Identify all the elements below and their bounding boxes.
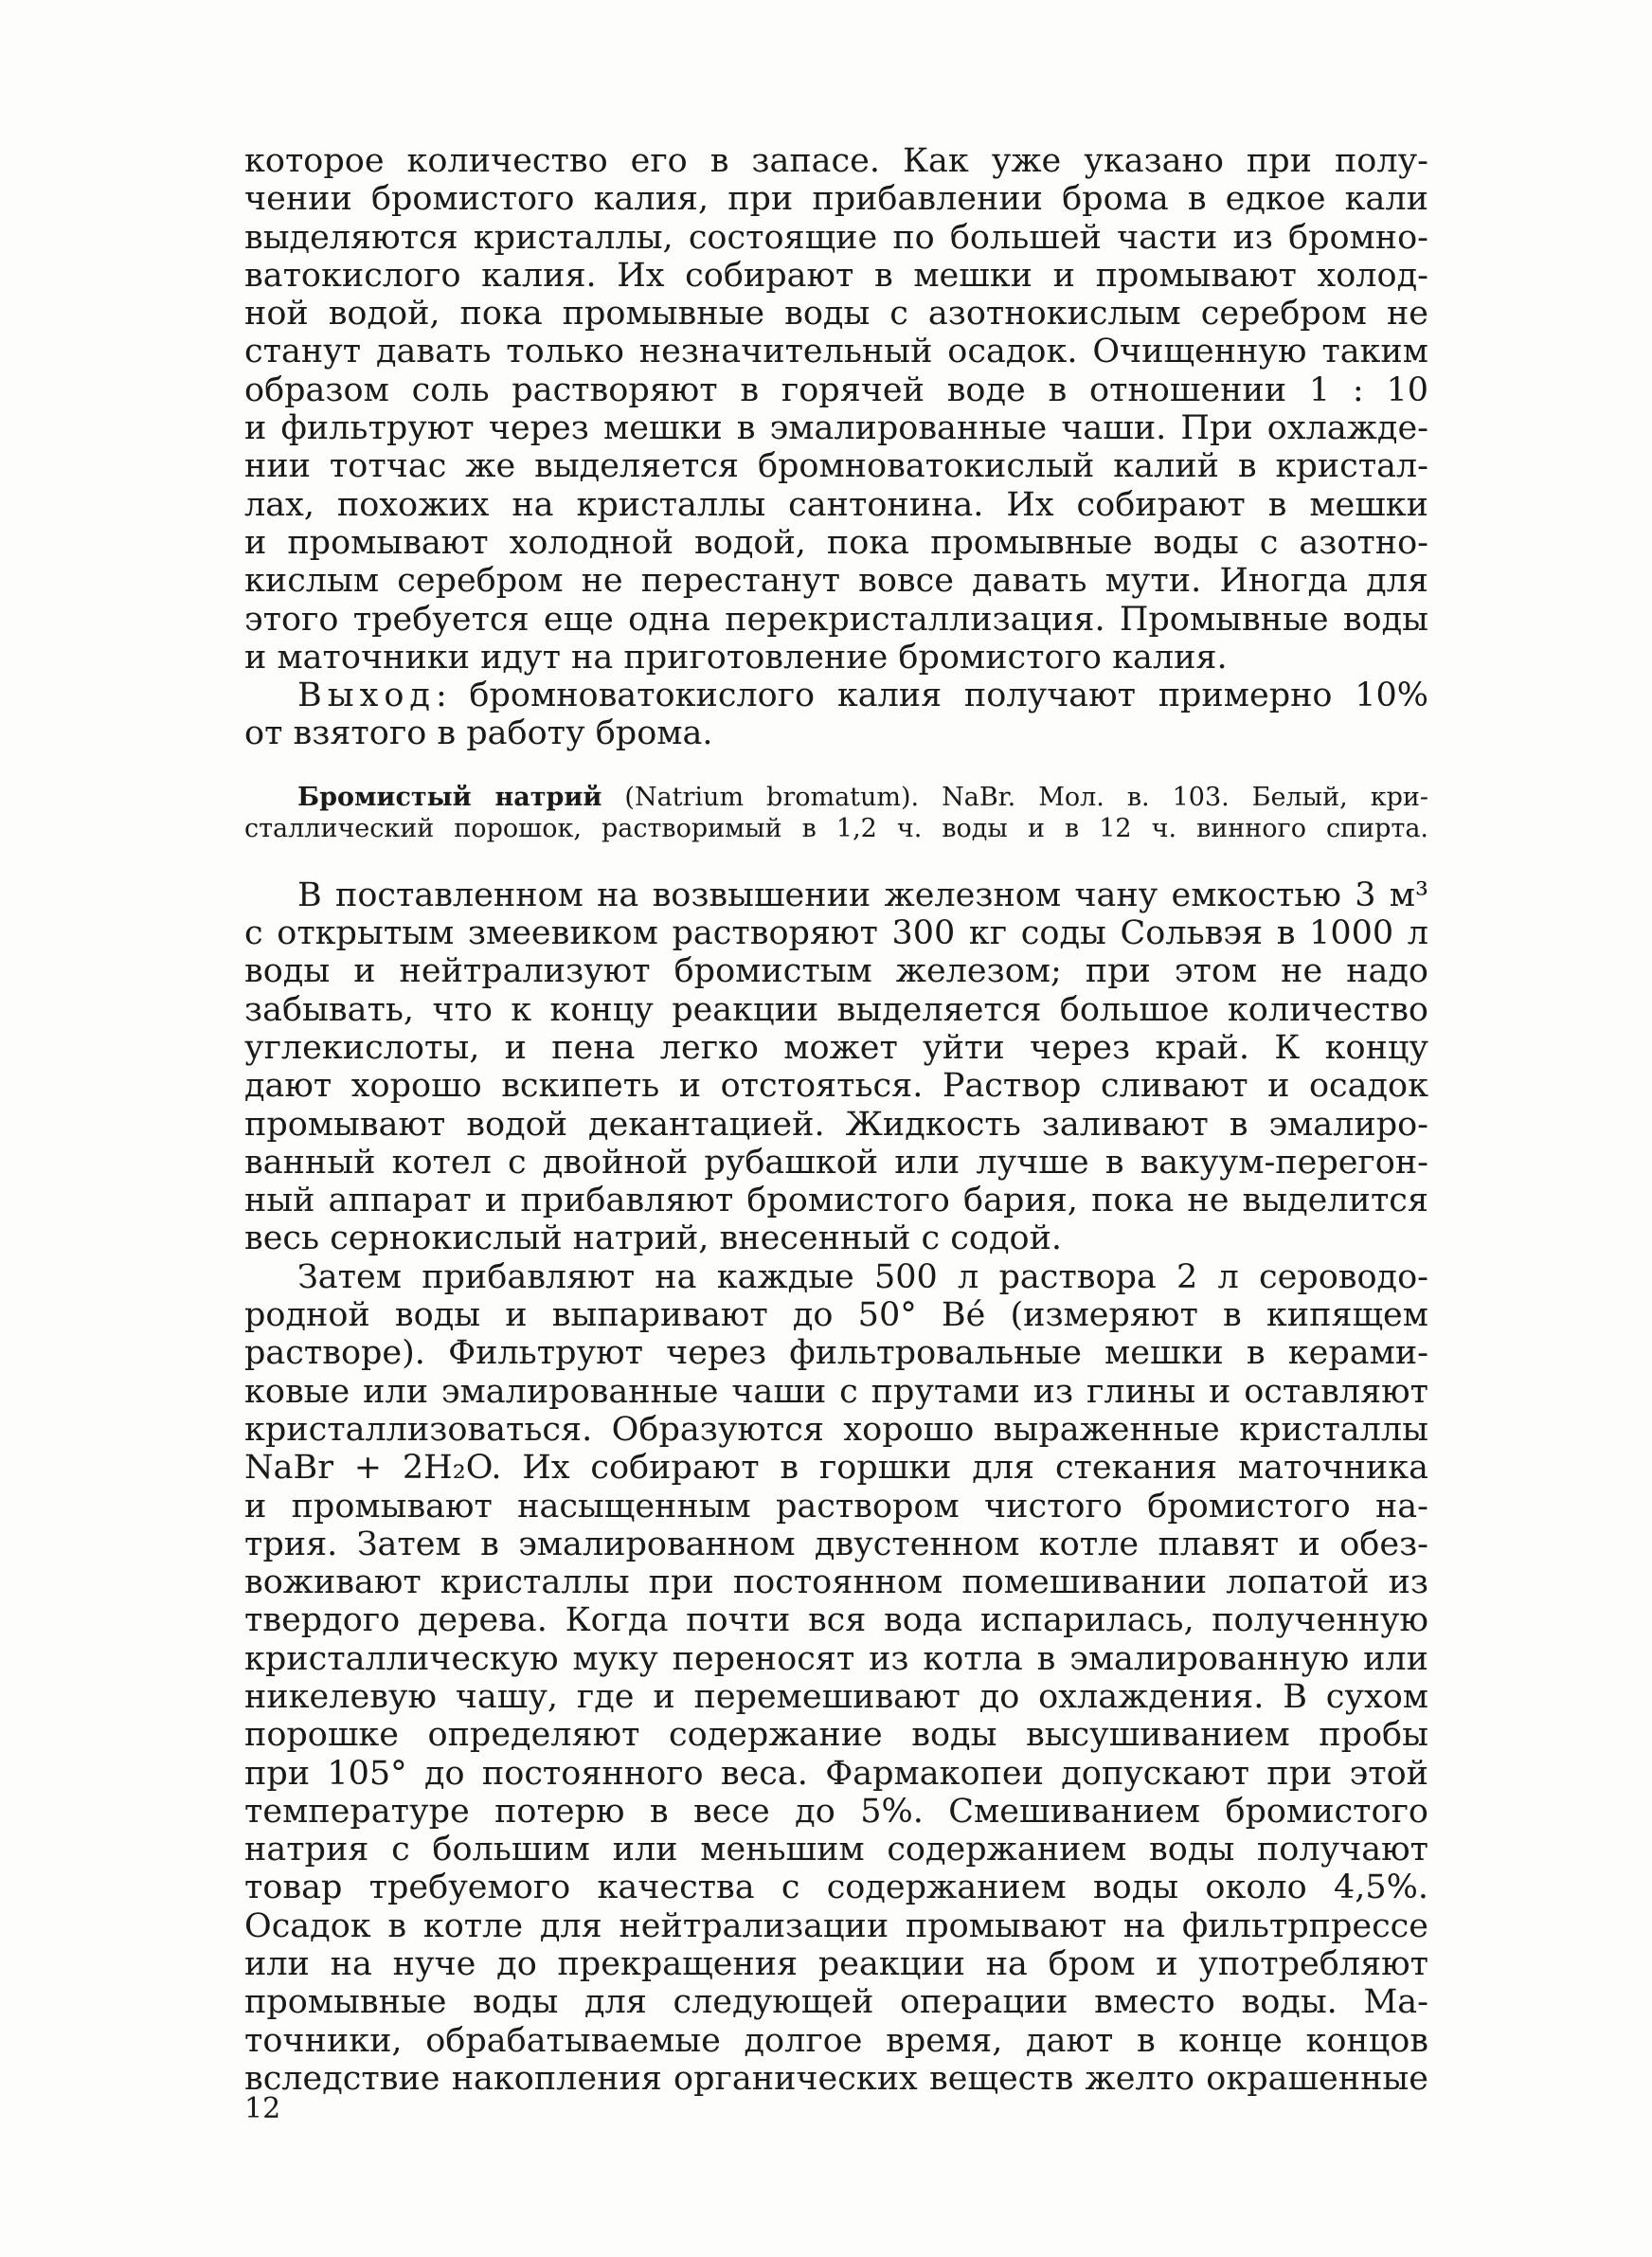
text-line: выделяются кристаллы, состоящие по большей части из бромно-: [244, 218, 1428, 257]
text-line: Затем прибавляют на каждые 500 л раствора 2 л сероводо-: [297, 1257, 1428, 1296]
text-line: и маточники идут на приготовление бромистого калия.: [244, 638, 1228, 677]
text-line: чении бромистого калия, при прибавлении брома в едкое кали: [244, 180, 1428, 219]
spacer: [244, 844, 1428, 876]
yield-paragraph: [244, 677, 1428, 753]
text-line: кислым серебром не перестанут вовсе давать мути. Иногда для: [244, 562, 1428, 601]
text-line: которое количество его в запасе. Как уже указано при полу-: [244, 142, 1428, 180]
text-line: промывают водой декантацией. Жидкость заливают в эмалиро-: [244, 1105, 1428, 1144]
text-line: воживают кристаллы при постоянном помешивании лопатой из: [244, 1563, 1428, 1602]
text-line: ковые или эмалированные чаши с прутами из глины и оставляют: [244, 1372, 1428, 1411]
heading-line: сталлический порошок, растворимый в 1,2 ч. воды и в 12 ч. винного спирта.: [244, 813, 1428, 843]
text-line: родной воды и выпаривают до 50° Bé (измеряют в кипящем: [244, 1296, 1428, 1335]
text-line: товар требуемого качества с содержанием воды около 4,5%.: [244, 1869, 1428, 1907]
text-line: ный аппарат и прибавляют бромистого бария, пока не выделится: [244, 1182, 1428, 1220]
text-line: и промывают холодной водой, пока промывные воды с азотно-: [244, 523, 1428, 562]
text-column: [244, 142, 1428, 2098]
text-line: и фильтруют через мешки в эмалированные чаши. При охлажде-: [244, 409, 1428, 448]
text-line: натрия с большим или меньшим содержанием воды получают: [244, 1831, 1428, 1869]
heading-desc: (Natrium bromatum). NaBr. Мол. в. 103. Белый, кри-: [602, 782, 1428, 812]
text-line: В поставленном на возвышении железном чану емкостью 3 м³: [297, 876, 1428, 914]
text-line: ватокислого калия. Их собирают в мешки и промывают холод-: [244, 256, 1428, 295]
paragraph: [244, 876, 1428, 1258]
yield-label: Выход: [297, 677, 436, 715]
text-line: ванный котел с двойной рубашкой или лучше в вакуум-перегон-: [244, 1143, 1428, 1182]
text-line: вследствие накопления органических веществ желто окрашенные: [244, 2059, 1428, 2098]
section-heading: [244, 782, 1428, 844]
text-line: кристаллизоваться. Образуются хорошо выраженные кристаллы: [244, 1410, 1428, 1449]
text-line: нии тотчас же выделяется бромноватокислый калий в кристал-: [244, 447, 1428, 486]
text-line: забывать, что к концу реакции выделяется большое количество: [244, 990, 1428, 1029]
text-line: образом соль растворяют в горячей воде в отношении 1 : 10: [244, 370, 1428, 409]
text-line: весь сернокислый натрий, внесенный с содой.: [244, 1219, 1063, 1258]
heading-line: [244, 782, 1428, 813]
page-number: 12: [244, 2092, 281, 2125]
text-line: [244, 677, 1428, 714]
text-line: температуре потерю в весе до 5%. Смешиванием бромистого: [244, 1792, 1428, 1831]
text-line: порошке определяют содержание воды высушиванием пробы: [244, 1716, 1428, 1755]
text-line: никелевую чашу, где и перемешивают до охлаждения. В сухом: [244, 1677, 1428, 1716]
text-line: точники, обрабатываемые долгое время, дают в конце концов: [244, 2021, 1428, 2060]
text-line: и промывают насыщенным раствором чистого бромистого на-: [244, 1487, 1428, 1526]
text-line: при 105° до постоянного веса. Фармакопеи допускают при этой: [244, 1754, 1428, 1793]
text-line: Осадок в котле для нейтрализации промывают на фильтрпрессе: [244, 1906, 1428, 1945]
text-line: станут давать только незначительный осадок. Очищенную таким: [244, 333, 1428, 371]
heading-title: Бромистый натрий: [297, 782, 602, 812]
text-line: кристаллическую муку переносят из котла в эмалированную или: [244, 1639, 1428, 1678]
text-line: воды и нейтрализуют бромистым железом; при этом не надо: [244, 952, 1428, 991]
text-line: промывные воды для следующей операции вместо воды. Ма-: [244, 1983, 1428, 2022]
text-line: трия. Затем в эмалированном двустенном котле плавят и обез-: [244, 1525, 1428, 1563]
text-line: от взятого в работу брома.: [244, 714, 713, 753]
spacer: [244, 753, 1428, 782]
text-line: дают хорошо вскипеть и отстояться. Раствор сливают и осадок: [244, 1067, 1428, 1106]
text-line: ной водой, пока промывные воды с азотнокислым серебром не: [244, 295, 1428, 334]
text-line: углекислоты, и пена легко может уйти через край. К концу: [244, 1028, 1428, 1067]
text-line: растворе). Фильтруют через фильтровальные мешки в керами-: [244, 1334, 1428, 1373]
paragraph-continued: [244, 142, 1428, 677]
text-line: или на нуче до прекращения реакции на бром и употребляют: [244, 1945, 1428, 1984]
text-line: NaBr + 2H₂O. Их собирают в горшки для стекания маточника: [244, 1449, 1428, 1488]
text-line: твердого дерева. Когда почти вся вода испарилась, полученную: [244, 1601, 1428, 1640]
text-line: лах, похожих на кристаллы сантонина. Их собирают в мешки: [244, 485, 1428, 524]
yield-text: : бромноватокислого калия получают примерно 10%: [435, 677, 1428, 715]
text-line: этого требуется еще одна перекристаллизация. Промывные воды: [244, 600, 1428, 639]
paragraph: [244, 1258, 1428, 2099]
text-line: с открытым змеевиком растворяют 300 кг соды Сольвэя в 1000 л: [244, 914, 1428, 953]
